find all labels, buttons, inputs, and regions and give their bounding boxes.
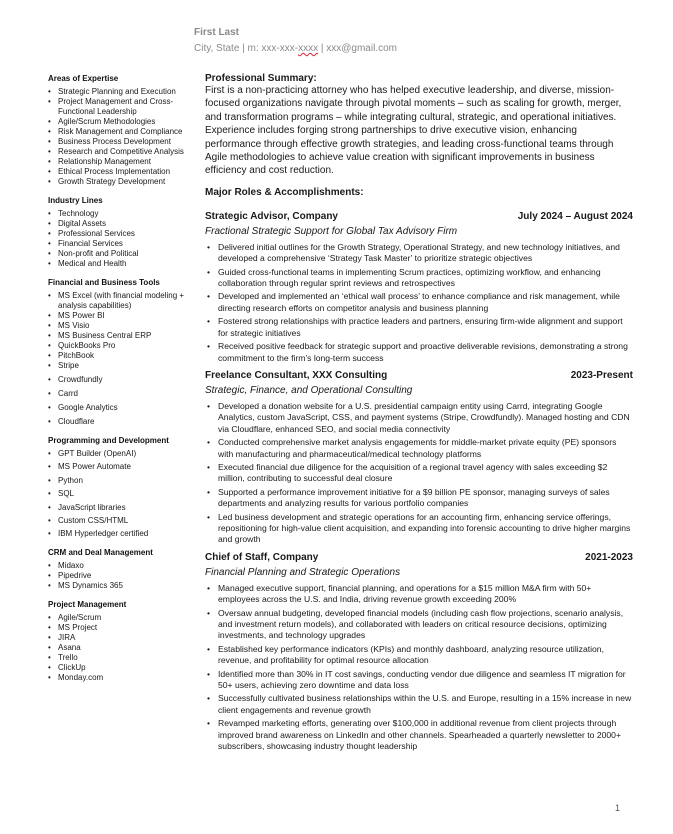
job-dates: 2023-Present xyxy=(570,369,633,381)
sidebar-list-item: • Custom CSS/HTML xyxy=(58,516,196,526)
sidebar-list-item: • Cloudflare xyxy=(58,417,196,427)
job-bullets xyxy=(205,583,633,753)
sidebar-list-item: • Business Process Development xyxy=(58,137,196,147)
sidebar-list xyxy=(48,561,196,591)
sidebar-list-item: • MS Dynamics 365 xyxy=(58,581,196,591)
sidebar-list-item: • Medical and Health xyxy=(58,259,196,269)
sidebar-list-item: • MS Power Automate xyxy=(58,462,196,472)
sidebar-list-item: • Monday.com xyxy=(58,673,196,683)
contact-misspelled-segment: xxxx xyxy=(298,43,319,54)
sidebar-section-title: Programming and Development xyxy=(48,436,169,445)
sidebar-list-item: • Relationship Management xyxy=(58,157,196,167)
sidebar-list-item: • MS Business Central ERP xyxy=(58,331,196,341)
sidebar-section xyxy=(48,548,196,591)
sidebar-list-item: • Trello xyxy=(58,653,196,663)
job-bullet: • Oversaw annual budgeting, developed financial models (including cash flow projections, scenario analysis, and investment return models), and collaborated with leaders on critical resource decisions, optimizing investments, and technology upgrades xyxy=(218,608,633,642)
sidebar-list-item: • IBM Hyperledger certified xyxy=(58,529,196,539)
sidebar-list-item: • Agile/Scrum Methodologies xyxy=(58,117,196,127)
sidebar-section-title: Industry Lines xyxy=(48,196,103,205)
job-bullet: • Executed financial due diligence for the acquisition of a regional travel agency with sales exceeding $2 million, contributing to successful deal closure xyxy=(218,462,633,485)
sidebar-list xyxy=(48,87,196,187)
job-bullet: • Managed executive support, financial planning, and operations for a $15 million M&A firm with 50+ employees across the U.S. and India, driving revenue growth exceeding 200% xyxy=(218,583,633,606)
job-entry xyxy=(205,552,633,753)
sidebar-list-item: • Research and Competitive Analysis xyxy=(58,147,196,157)
summary-title: Professional Summary: xyxy=(205,73,317,84)
job-bullet: • Identified more than 30% in IT cost savings, conducting vendor due diligence and seamless IT migration for 50+ users, achieving zero downtime and data loss xyxy=(218,669,633,692)
job-bullet: • Established key performance indicators (KPIs) and monthly dashboard, analyzing resource utilization, revenue, and profitability for optimal resource allocation xyxy=(218,644,633,667)
sidebar-list-item: • MS Visio xyxy=(58,321,196,331)
sidebar-list-item: • MS Excel (with financial modeling + analysis capabilities) xyxy=(58,291,196,311)
sidebar-list-item: • GPT Builder (OpenAI) xyxy=(58,449,196,459)
sidebar-list-item: • Digital Assets xyxy=(58,219,196,229)
skills-sidebar xyxy=(48,74,196,692)
job-header xyxy=(205,211,633,222)
job-bullet: • Delivered initial outlines for the Growth Strategy, Operational Strategy, and new technology initiatives, and developed a comprehensive ‘Strategy Task Master’ to prioritize strategic objectives xyxy=(218,242,633,265)
sidebar-list-item: • JIRA xyxy=(58,633,196,643)
page-number: 1 xyxy=(615,803,621,813)
sidebar-section-title: Project Management xyxy=(48,600,127,610)
job-bullet: • Supported a performance improvement initiative for a $9 billion PE sponsor, managing surveys of sales departments and analyzing results for various portfolio companies xyxy=(218,487,633,510)
job-title: Chief of Staff, Company xyxy=(205,551,319,563)
job-bullet: • Developed and implemented an ‘ethical wall process’ to enhance compliance and risk management, while directing research efforts on competitor analysis and business planning xyxy=(218,291,633,314)
job-dates: July 2024 – August 2024 xyxy=(517,210,633,222)
contact-line xyxy=(194,43,397,54)
sidebar-list-item: • Carrd xyxy=(58,389,196,399)
job-header xyxy=(205,370,633,381)
sidebar-list-item: • Google Analytics xyxy=(58,403,196,413)
job-bullet: • Revamped marketing efforts, generating over $100,000 in additional revenue from client projects through improved brand awareness on LinkedIn and other channels. Spearheaded a quarterly newsletter to 2000+ subscribers, showcasing industry thought leadership xyxy=(218,718,633,752)
sidebar-list-item: • ClickUp xyxy=(58,663,196,673)
candidate-name: First Last xyxy=(194,27,240,38)
job-bullet: • Developed a donation website for a U.S. presidential campaign entity using Carrd, integrating Google Analytics, custom JavaScript, CSS, and payment systems (Stripe, Crowdfundly). Managed hosting and CDN via Cloudflare, enhanced SEO, and social media connectivity xyxy=(218,401,633,435)
sidebar-list-item: • Ethical Process Implementation xyxy=(58,167,196,177)
sidebar-section xyxy=(48,436,196,539)
sidebar-list-item: • SQL xyxy=(58,489,196,499)
sidebar-list-item: • Stripe xyxy=(58,361,196,371)
sidebar-list-item: • Pipedrive xyxy=(58,571,196,581)
sidebar-list xyxy=(48,291,196,427)
contact-suffix: | xxx@gmail.com xyxy=(318,43,397,54)
job-bullet: • Led business development and strategic operations for an accounting firm, enhancing service offerings, repositioning for high-value client acquisition, and expanding into forensic accounting to drive higher margins and growth xyxy=(218,512,633,546)
job-bullet: • Guided cross-functional teams in implementing Scrum practices, optimizing workflow, and enhancing collaboration through regular sprint reviews and retrospectives xyxy=(218,267,633,290)
sidebar-list xyxy=(48,449,196,539)
sidebar-list xyxy=(48,209,196,269)
jobs-list xyxy=(205,211,633,753)
job-bullet: • Fostered strong relationships with practice leaders and partners, ensuring firm-wide alignment and support for strategic initiatives xyxy=(218,316,633,339)
sidebar-list-item: • Crowdfundly xyxy=(58,375,196,385)
sidebar-section xyxy=(48,600,196,683)
job-bullets xyxy=(205,242,633,364)
sidebar-list-item: • Python xyxy=(58,476,196,486)
job-title: Strategic Advisor, Company xyxy=(205,210,338,222)
contact-prefix: City, State | m: xxx-xxx- xyxy=(194,43,299,54)
job-subtitle: Fractional Strategic Support for Global Tax Advisory Firm xyxy=(205,225,458,237)
sidebar-section xyxy=(48,74,196,187)
sidebar-list-item: • Growth Strategy Development xyxy=(58,177,196,187)
job-entry xyxy=(205,370,633,546)
job-bullet: • Received positive feedback for strategic support and proactive deliverable revisions, demonstrating a strong commitment to the firm’s long-term success xyxy=(218,341,633,364)
job-bullets xyxy=(205,401,633,546)
job-title: Freelance Consultant, XXX Consulting xyxy=(205,369,388,381)
job-header xyxy=(205,552,633,563)
sidebar-list-item: • Project Management and Cross-Functional Leadership xyxy=(58,97,196,117)
job-bullet: • Conducted comprehensive market analysis engagements for middle-market private equity (PE) sponsors with manufacturing and pharmaceutical/medical technology platforms xyxy=(218,437,633,460)
sidebar-list-item: • Risk Management and Compliance xyxy=(58,127,196,137)
summary-text: First is a non-practicing attorney who has helped executive leadership, and diverse, mission-focused organizations navigate through pivotal moments – such as scaling for growth, merger, and transformation programs – while integrating cultural, strategic, and operational initiatives. Experience includes forging strong partnerships to drive executive vision, enhancing performance through effective growth strategies, and leading cross-functional teams through Agile methodologies to achieve value creation with significant improvements in business efficiency and cost reduction. xyxy=(205,85,622,177)
job-subtitle: Strategic, Finance, and Operational Consulting xyxy=(205,384,413,396)
sidebar-section xyxy=(48,278,196,427)
job-dates: 2021-2023 xyxy=(585,551,633,563)
sidebar-list-item: • Professional Services xyxy=(58,229,196,239)
sidebar-list xyxy=(48,613,196,683)
sidebar-list-item: • Midaxo xyxy=(58,561,196,571)
sidebar-section-title: Areas of Expertise xyxy=(48,74,119,83)
sidebar-list-item: • PitchBook xyxy=(58,351,196,361)
main-column xyxy=(205,73,633,758)
sidebar-list-item: • Asana xyxy=(58,643,196,653)
sidebar-list-item: • Financial Services xyxy=(58,239,196,249)
sidebar-section-title: CRM and Deal Management xyxy=(48,548,153,558)
roles-title: Major Roles & Accomplishments: xyxy=(205,186,364,198)
sidebar-list-item: • QuickBooks Pro xyxy=(58,341,196,351)
job-bullet: • Successfully cultivated business relationships within the U.S. and Europe, resulting in a 15% increase in new client engagements and revenue growth xyxy=(218,693,633,716)
resume-header xyxy=(194,27,397,54)
job-entry xyxy=(205,211,633,364)
sidebar-section-title: Financial and Business Tools xyxy=(48,278,160,287)
sidebar-list-item: • JavaScript libraries xyxy=(58,503,196,513)
sidebar-list-item: • Non-profit and Political xyxy=(58,249,196,259)
sidebar-list-item: • Technology xyxy=(58,209,196,219)
sidebar-list-item: • MS Power BI xyxy=(58,311,196,321)
job-subtitle: Financial Planning and Strategic Operations xyxy=(205,566,401,578)
sidebar-list-item: • MS Project xyxy=(58,623,196,633)
sidebar-section xyxy=(48,196,196,269)
sidebar-list-item: • Strategic Planning and Execution xyxy=(58,87,196,97)
sidebar-list-item: • Agile/Scrum xyxy=(58,613,196,623)
